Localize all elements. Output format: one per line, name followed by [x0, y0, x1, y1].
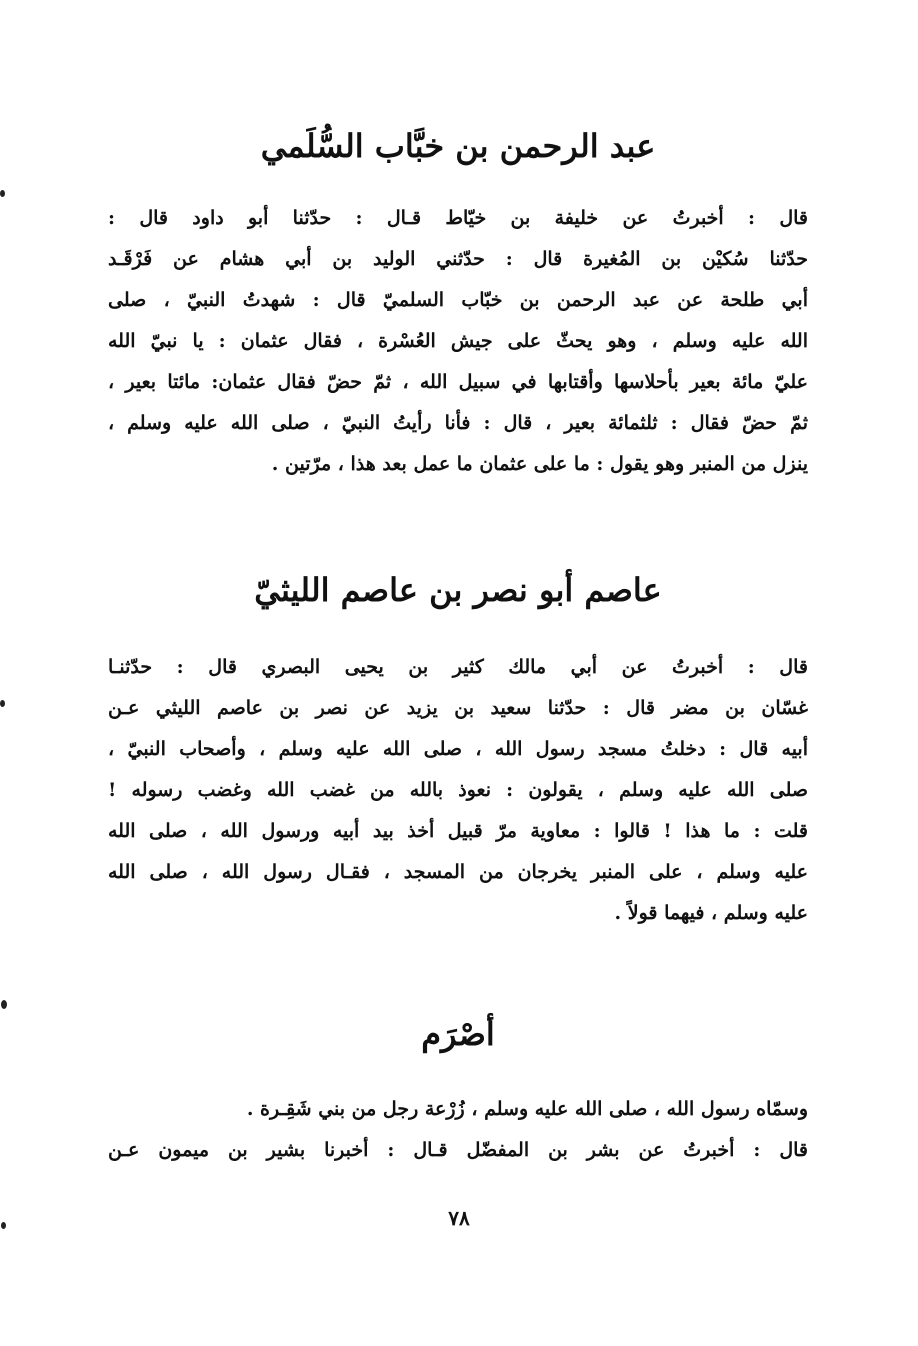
- section-title-asram: أصْرَم: [421, 1015, 495, 1053]
- section-body-asim: [108, 647, 808, 934]
- text-line: عليّ مائة بعير بأحلاسها وأقتابها في سبيل الله ، ثمّ حضّ فقال عثمان: مائتا بعير ،: [108, 371, 808, 393]
- text-line: صلى الله عليه وسلم ، يقولون : نعوذ بالله من غضب الله وغضب رسوله !: [108, 779, 808, 801]
- section-body-abdulrahman: [108, 198, 808, 485]
- text-line: غسّان بن مضر قال : حدّثنا سعيد بن يزيد عن نصر بن عاصم الليثي عـن: [108, 697, 808, 719]
- scan-speck: [1, 1222, 6, 1229]
- text-line: حدّثنا سُكيْن بن المُغيرة قال : حدّثني الوليد بن أبي هشام عن فَرْقَـد: [108, 248, 808, 270]
- scan-speck: [0, 190, 5, 197]
- section-body-asram: [108, 1089, 808, 1171]
- text-line: قال : أخبرتُ عن خليفة بن خيّاط قـال : حدّثنا أبو داود قال :: [108, 207, 808, 229]
- text-line: ثمّ حضّ فقال : ثلثمائة بعير ، قال : فأنا رأيتُ النبيّ ، صلى الله عليه وسلم ،: [108, 412, 808, 434]
- section-title-abdulrahman: عبد الرحمن بن خبَّاب السُّلَمي: [260, 127, 656, 165]
- text-line: عليه وسلم ، فيهما قولاً .: [614, 902, 808, 924]
- scan-speck: [0, 700, 5, 707]
- text-line: قلت : ما هذا ! قالوا : معاوية مرّ قبيل أخذ بيد أبيه ورسول الله ، صلى الله: [108, 820, 808, 842]
- text-line: الله عليه وسلم ، وهو يحثّ على جيش العُسْرة ، فقال عثمان : يا نبيّ الله: [108, 330, 808, 352]
- text-line: وسمّاه رسول الله ، صلى الله عليه وسلم ، زُرْعة رجل من بني شَقِـرة .: [246, 1098, 808, 1120]
- text-line: قال : أخبرتُ عن أبي مالك كثير بن يحيى البصري قال : حدّثنـا: [108, 656, 808, 678]
- text-line: عليه وسلم ، على المنبر يخرجان من المسجد ، فقـال رسول الله ، صلى الله: [108, 861, 808, 883]
- text-line: قال : أخبرتُ عن بشر بن المفضّل قـال : أخبرنا بشير بن ميمون عـن: [108, 1139, 808, 1161]
- text-line: ينزل من المنبر وهو يقول : ما على عثمان ما عمل بعد هذا ، مرّتين .: [271, 453, 808, 475]
- text-line: أبي طلحة عن عبد الرحمن بن خبّاب السلميّ قال : شهدتُ النبيّ ، صلى: [108, 289, 808, 311]
- scan-speck: [1, 1000, 7, 1009]
- page-number: ٧٨: [448, 1206, 470, 1230]
- section-title-asim: عاصم أبو نصر بن عاصم الليثيّ: [254, 571, 662, 609]
- text-line: أبيه قال : دخلتُ مسجد رسول الله ، صلى الله عليه وسلم ، وأصحاب النبيّ ،: [108, 738, 808, 760]
